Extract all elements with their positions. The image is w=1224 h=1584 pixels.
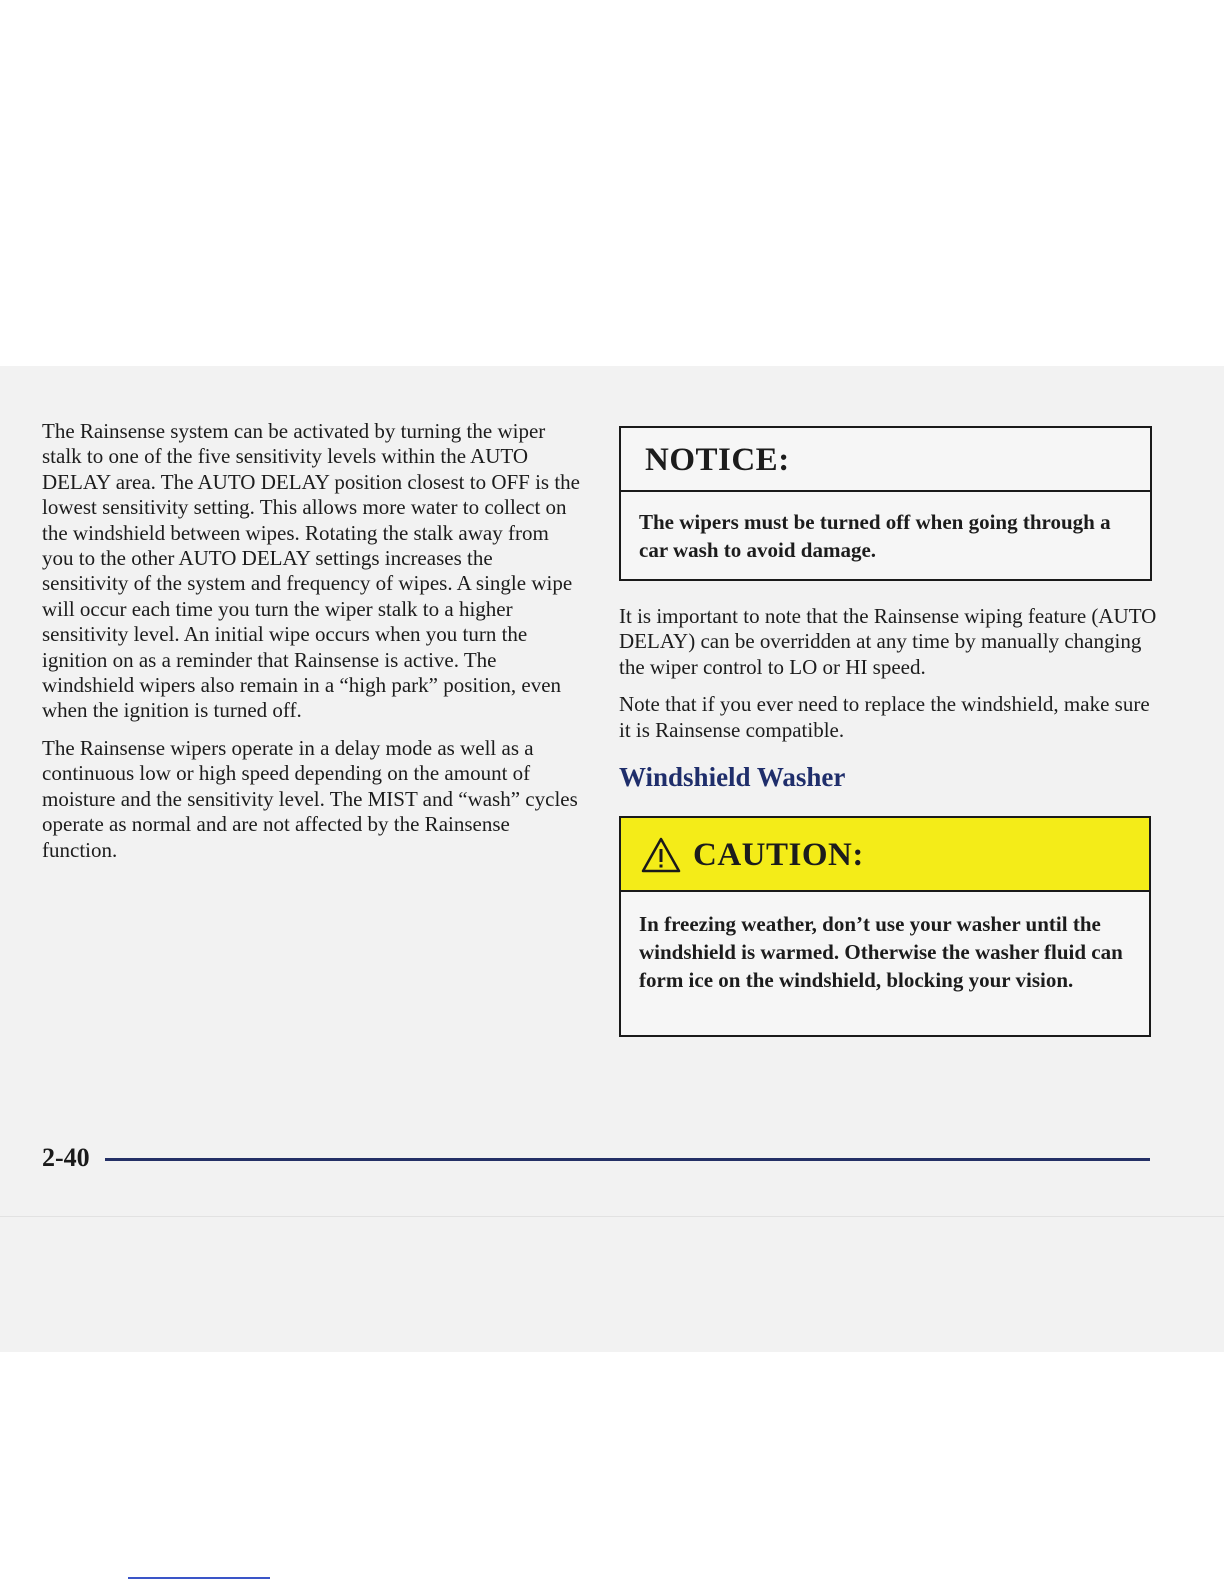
section-title-windshield-washer: Windshield Washer <box>619 762 846 792</box>
rainsense-modes-paragraph: The Rainsense wipers operate in a delay mode as well as a continuous low or high speed depending on the amount of moisture and the sensitivity level. The MIST and “wash” cycles operate as normal and are not affected by the Rainsense function. <box>42 735 578 862</box>
caution-body: In freezing weather, don’t use your washer until the windshield is warmed. Otherwise the washer fluid can form ice on the windshield, blocking your vision. <box>639 912 1123 992</box>
notice-body: The wipers must be turned off when going through a car wash to avoid damage. <box>639 510 1111 562</box>
footer-rule <box>105 1158 1150 1161</box>
notice-box <box>619 426 1152 581</box>
right-column <box>619 604 1159 755</box>
caution-header <box>621 818 1149 892</box>
override-paragraph: It is important to note that the Rainsense wiping feature (AUTO DELAY) can be overridden at any time by manually changing the wiper control to LO or HI speed. <box>619 604 1157 679</box>
left-column <box>42 419 582 875</box>
windshield-replacement-paragraph: Note that if you ever need to replace the windshield, make sure it is Rainsense compatible. <box>619 692 1150 742</box>
bottom-link-underline <box>128 1577 270 1579</box>
scan-divider <box>0 1216 1224 1217</box>
rainsense-activation-paragraph: The Rainsense system can be activated by turning the wiper stalk to one of the five sensitivity levels within the AUTO DELAY area. The AUTO DELAY position closest to OFF is the lowest sensitivity setting. This allows more water to collect on the windshield between wipes. Rotating the stalk away from you to the other AUTO DELAY settings increases the sensitivity of the system and frequency of wipes. A single wipe will occur each time you turn the wiper stalk to a higher sensitivity level. An initial wipe occurs when you turn the ignition on as a reminder that Rainsense is active. The windshield wipers also remain in a “high park” position, even when the ignition is turned off. <box>42 419 581 723</box>
warning-triangle-icon <box>641 837 681 873</box>
notice-heading: NOTICE: <box>621 428 1150 492</box>
page-number: 2-40 <box>42 1143 90 1172</box>
caution-heading: CAUTION: <box>693 836 864 873</box>
caution-box <box>619 816 1151 1037</box>
